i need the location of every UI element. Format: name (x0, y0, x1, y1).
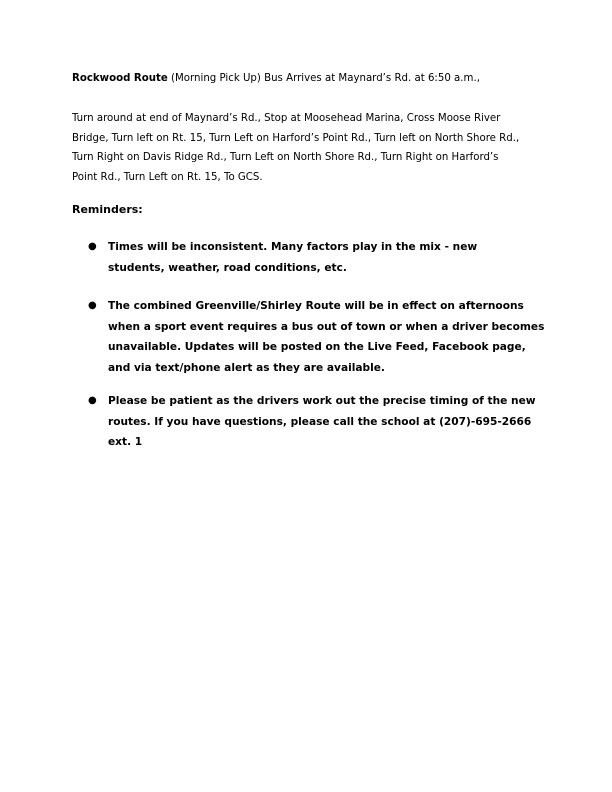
route-title-line (72, 72, 542, 86)
bullet-icon: ● (88, 241, 97, 252)
bullet-icon: ● (88, 395, 97, 406)
reminder-line: when a sport event requires a bus out of town or when a driver becomes (108, 320, 545, 333)
directions-line: Point Rd., Turn Left on Rt. 15, To GCS. (72, 171, 263, 183)
reminder-line: ext. 1 (108, 436, 143, 448)
route-directions (72, 109, 547, 187)
reminder-line: students, weather, road conditions, etc. (108, 261, 347, 274)
reminder-text (108, 296, 558, 378)
reminder-line: The combined Greenville/Shirley Route will be in effect on afternoons (108, 300, 524, 312)
route-intro: (Morning Pick Up) Bus Arrives at Maynard’s Rd. at 6:50 a.m., (167, 73, 480, 84)
reminder-line: unavailable. Updates will be posted on the Live Feed, Facebook page, (108, 341, 526, 353)
reminder-line: and via text/phone alert as they are available. (108, 361, 385, 374)
reminder-line: Times will be inconsistent. Many factors play in the mix - new (108, 241, 478, 253)
bullet-icon: ● (88, 300, 97, 311)
reminder-line: routes. If you have questions, please call the school at (207)-695-2666 (108, 415, 532, 428)
directions-line: Turn Right on Davis Ridge Rd., Turn Left on North Shore Rd., Turn Right on Harford’s (72, 152, 499, 163)
reminders-heading: Reminders: (72, 203, 143, 216)
directions-line: Turn around at end of Maynard’s Rd., Stop at Moosehead Marina, Cross Moose River (72, 113, 501, 124)
route-name: Rockwood Route (72, 73, 168, 84)
reminder-text (108, 391, 558, 453)
reminder-line: Please be patient as the drivers work out the precise timing of the new (108, 395, 536, 407)
directions-line: Bridge, Turn left on Rt. 15, Turn Left on Harford’s Point Rd., Turn left on North Shore Rd., (72, 132, 520, 144)
reminder-text (108, 237, 558, 278)
